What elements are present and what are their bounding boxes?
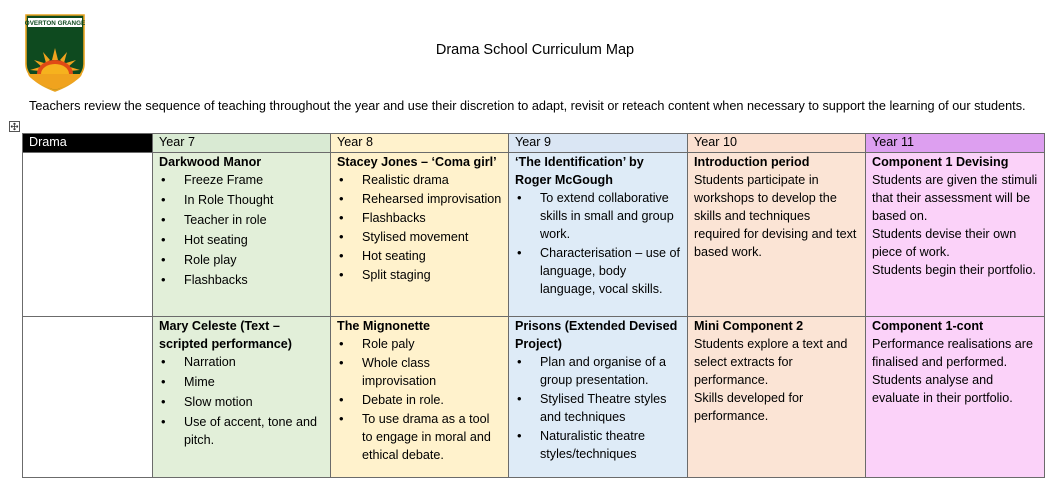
bullet-list [515, 353, 681, 463]
list-item: • Rehearsed improvisation [337, 190, 502, 208]
year10-cell [688, 317, 866, 478]
list-item: • In Role Thought [159, 191, 324, 209]
list-item: • Flashbacks [337, 209, 502, 227]
unit-title: The Mignonette [337, 319, 431, 333]
unit-title: Component 1 Devising [872, 155, 1009, 169]
table-row [23, 153, 1045, 317]
list-item: • Use of accent, tone and pitch. [159, 413, 324, 449]
unit-text: Students participate in workshops to develop the skills and techniques required for devising and text based work. [694, 173, 857, 259]
header-year-11: Year 11 [866, 134, 1045, 153]
header-drama: Drama [23, 134, 153, 153]
subject-cell [23, 153, 153, 317]
year7-cell [153, 317, 331, 478]
header-year-8: Year 8 [331, 134, 509, 153]
unit-title: Darkwood Manor [159, 155, 262, 169]
bullet-list [337, 335, 502, 464]
bullet-list [337, 171, 502, 284]
list-item: • Realistic drama [337, 171, 502, 189]
unit-title: Introduction period [694, 155, 810, 169]
year9-cell [509, 317, 688, 478]
unit-title: Stacey Jones – ‘Coma girl’ [337, 155, 497, 169]
unit-text: Students explore a text and select extracts for performance. [694, 337, 848, 387]
list-item: • Mime [159, 373, 324, 391]
list-item: • Freeze Frame [159, 171, 324, 189]
unit-text: Students begin their portfolio. [872, 263, 1036, 277]
list-item: • Whole class improvisation [337, 354, 502, 390]
year10-cell [688, 153, 866, 317]
year7-cell [153, 153, 331, 317]
unit-text: Performance realisations are finalised and performed. [872, 337, 1033, 369]
list-item: • Teacher in role [159, 211, 324, 229]
bullet-list [159, 353, 324, 449]
list-item: • Role paly [337, 335, 502, 353]
subject-cell [23, 317, 153, 478]
list-item: • Characterisation – use of language, body language, vocal skills. [515, 244, 681, 298]
table-row [23, 317, 1045, 478]
year9-cell [509, 153, 688, 317]
bullet-list [159, 171, 324, 289]
curriculum-table [22, 133, 1045, 478]
list-item: • Plan and organise of a group presentation. [515, 353, 681, 389]
header-row [23, 134, 1045, 153]
header-year-9: Year 9 [509, 134, 688, 153]
list-item: • To use drama as a tool to engage in moral and ethical debate. [337, 410, 502, 464]
crest-text: OVERTON GRANGE [25, 20, 85, 27]
year8-cell [331, 153, 509, 317]
year8-cell [331, 317, 509, 478]
list-item: • Hot seating [159, 231, 324, 249]
list-item: • Role play [159, 251, 324, 269]
list-item: • Slow motion [159, 393, 324, 411]
list-item: • To extend collaborative skills in small and group work. [515, 189, 681, 243]
list-item: • Split staging [337, 266, 502, 284]
unit-title: Prisons (Extended Devised Project) [515, 319, 678, 351]
unit-text: Skills developed for performance. [694, 391, 804, 423]
list-item: • Flashbacks [159, 271, 324, 289]
list-item: • Stylised Theatre styles and techniques [515, 390, 681, 426]
list-item: • Debate in role. [337, 391, 502, 409]
intro-paragraph: Teachers review the sequence of teaching throughout the year and use their discretion to adapt, revisit or reteach content when necessary to support the learning of our students. [29, 99, 1026, 113]
unit-title: Mini Component 2 [694, 319, 804, 333]
header-year-7: Year 7 [153, 134, 331, 153]
list-item: • Narration [159, 353, 324, 371]
list-item: • Hot seating [337, 247, 502, 265]
year11-cell [866, 317, 1045, 478]
unit-title: Mary Celeste (Text – scripted performance) [159, 319, 292, 351]
table-move-handle-icon[interactable] [9, 119, 20, 130]
list-item: • Stylised movement [337, 228, 502, 246]
year11-cell [866, 153, 1045, 317]
list-item: • Naturalistic theatre styles/techniques [515, 427, 681, 463]
bullet-list [515, 189, 681, 298]
unit-text: Students analyse and evaluate in their portfolio. [872, 373, 1013, 405]
unit-title: Component 1-cont [872, 319, 984, 333]
unit-text: Students are given the stimuli that their assessment will be based on. [872, 173, 1038, 223]
unit-text: Students devise their own piece of work. [872, 227, 1017, 259]
unit-title: ‘The Identification’ by Roger McGough [515, 155, 644, 187]
header-year-10: Year 10 [688, 134, 866, 153]
document-title: Drama School Curriculum Map [435, 42, 635, 58]
